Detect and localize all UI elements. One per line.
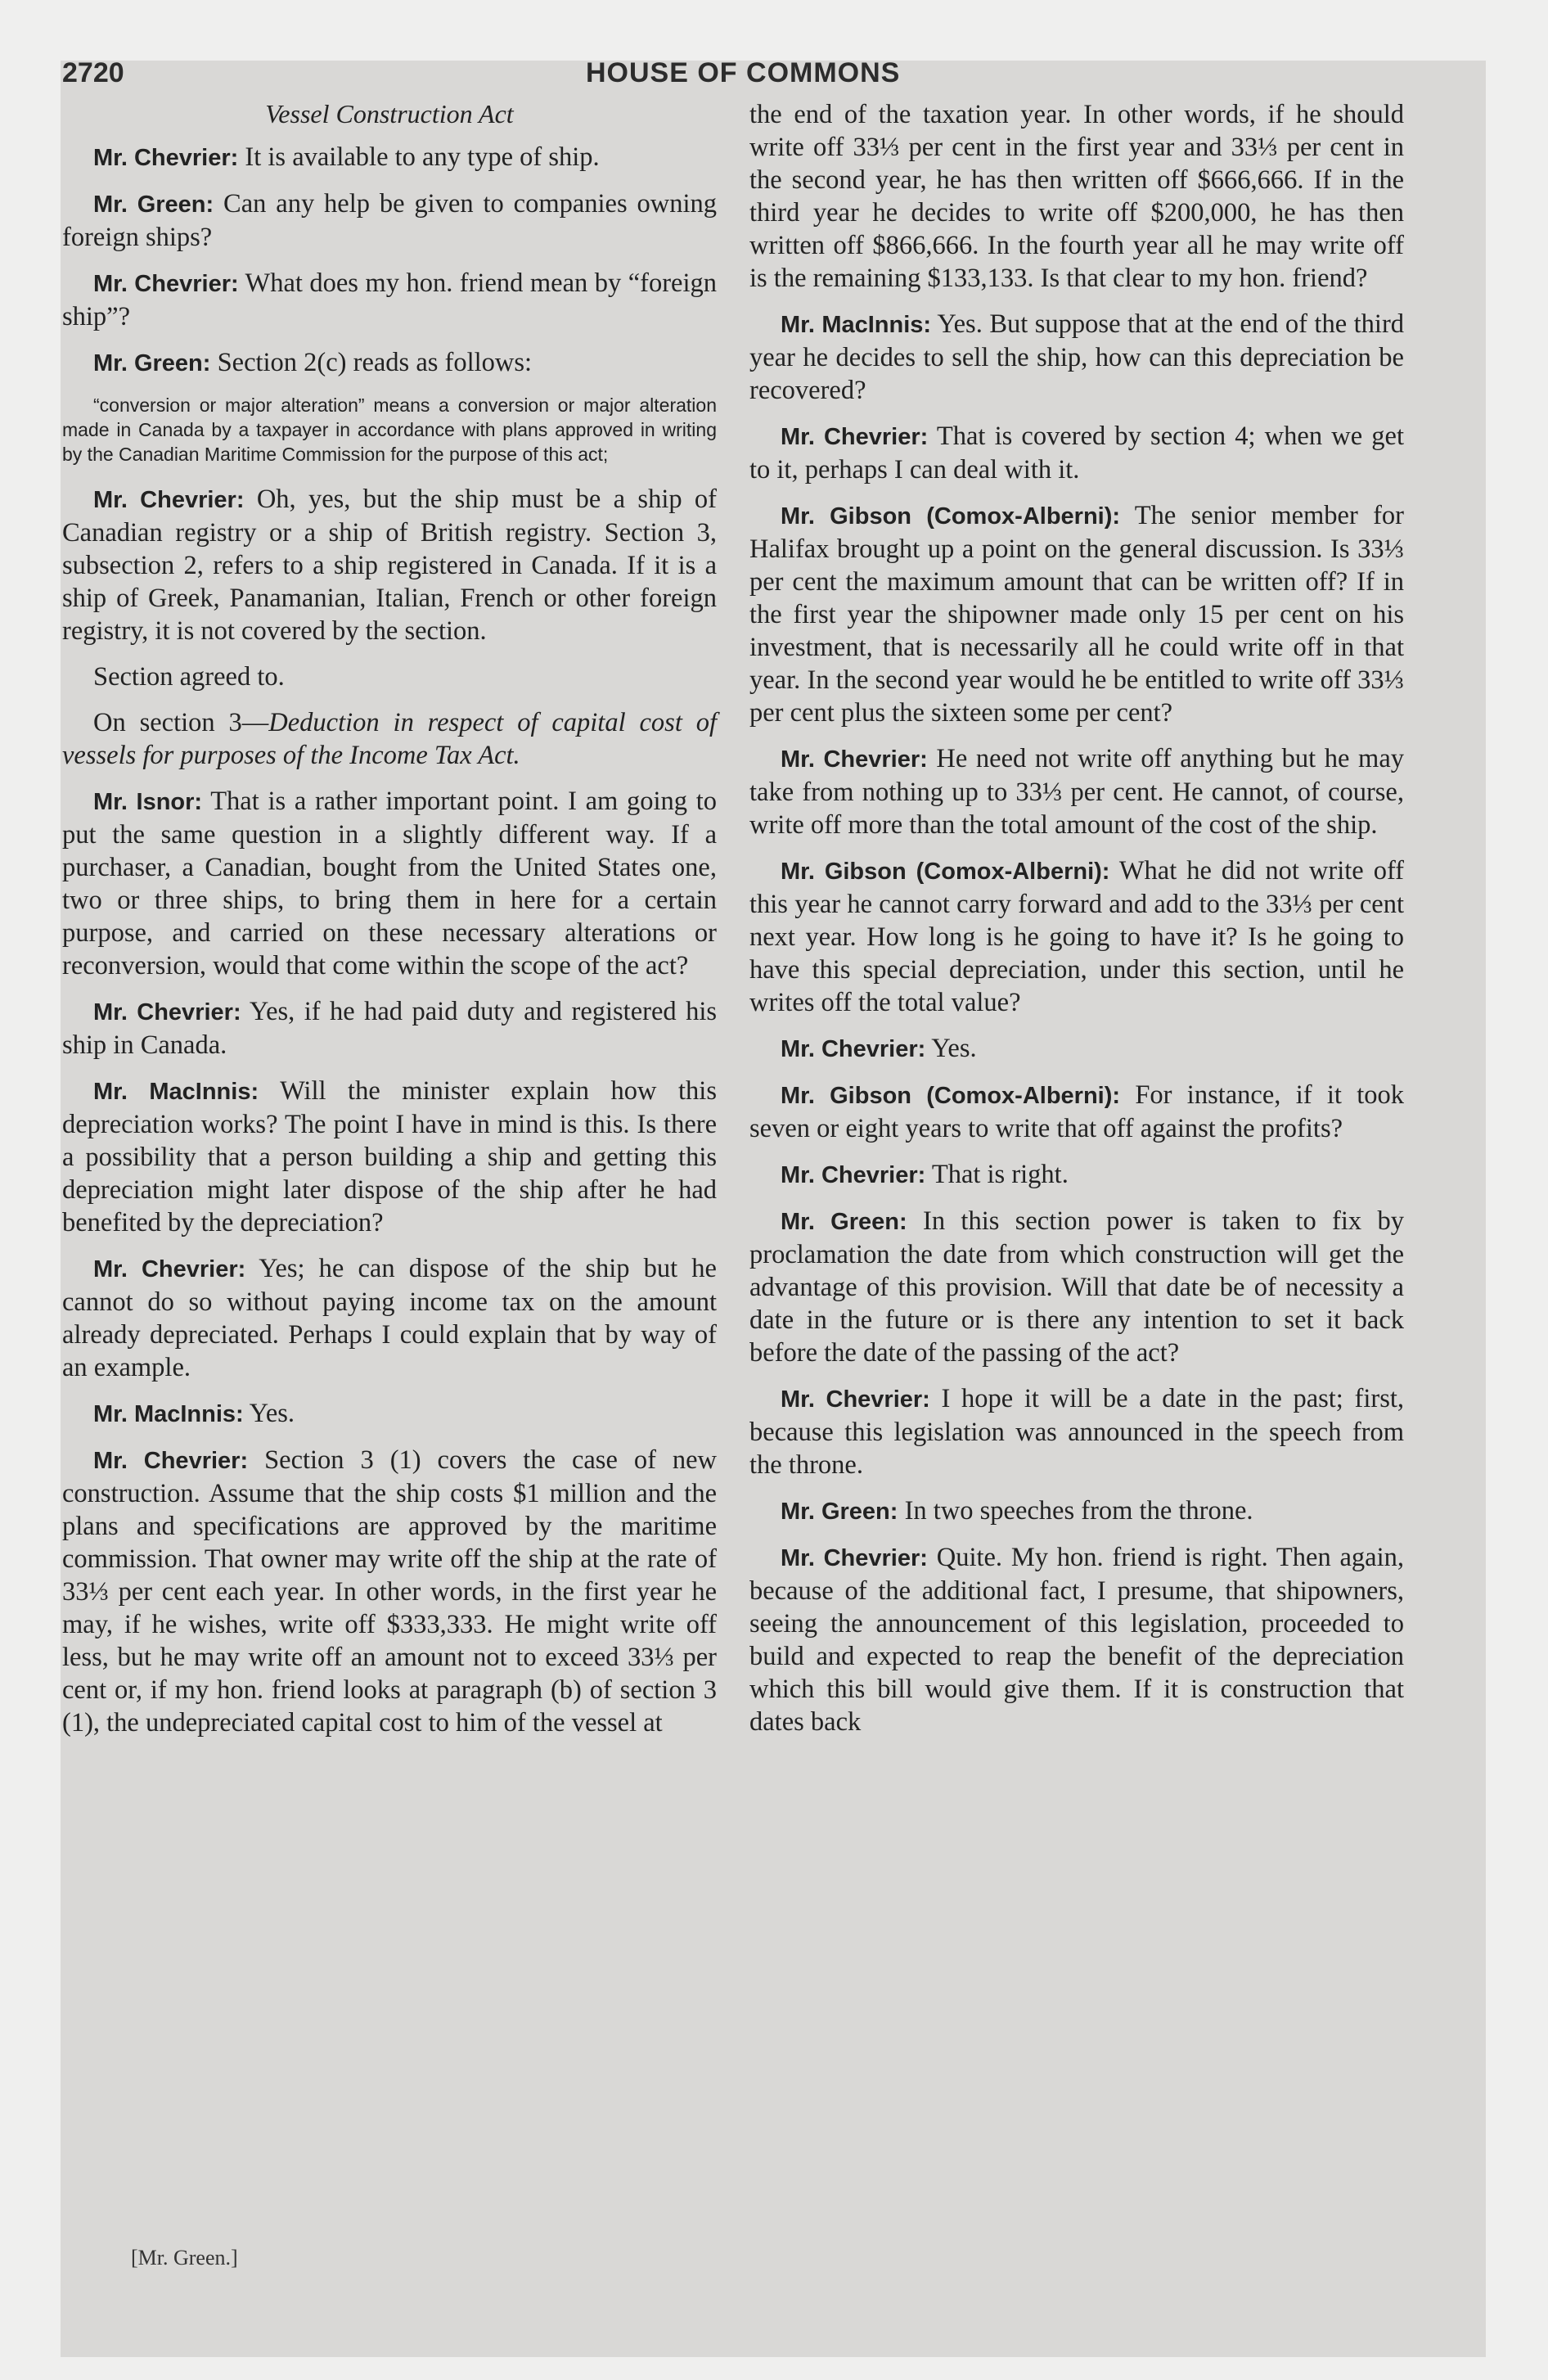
speech-text: For instance, if it took seven or eight years to write that off against the profits? xyxy=(749,1080,1404,1143)
speech-paragraph xyxy=(62,267,717,333)
speaker-name: Mr. Chevrier: xyxy=(93,145,239,171)
speech-paragraph xyxy=(749,742,1404,841)
speech-paragraph xyxy=(62,995,717,1062)
speech-text: Yes, if he had paid duty and registered his ship in Canada. xyxy=(62,997,717,1060)
speech-text: Will the minister explain how this depreciation works? The point I have in mind is this. Is there a possibility that a person building a ship and getting this depreciation might later dispose of the ship after he had benefited by the depreciation? xyxy=(62,1076,717,1237)
speaker-name: Mr. Chevrier: xyxy=(93,1448,249,1474)
speech-text: That is covered by section 4; when we get to it, perhaps I can deal with it. xyxy=(749,421,1404,485)
speech-paragraph xyxy=(62,1075,717,1239)
speaker-name: Mr. Chevrier: xyxy=(93,271,239,297)
speaker-name: Mr. MacInnis: xyxy=(93,1401,244,1427)
speaker-name: Mr. Gibson (Comox-Alberni): xyxy=(781,859,1110,885)
section-title: Deduction in respect of capital cost of vessels for purposes of the Income Tax Act. xyxy=(62,708,717,770)
speech-text: Section 3 (1) covers the case of new construction. Assume that the ship costs $1 million and the plans and specifications are approved by the maritime commission. That owner may write off the ship at the rate of 33⅓ per cent each year. In other words, in the first year he may, if he wishes, write off $333,333. He might write off less, but he may write off an amount not to exceed 33⅓ per cent or, if my hon. friend looks at paragraph (b) of section 3 (1), the undepreciated capital cost to him of the vessel at xyxy=(62,1445,717,1738)
speech-paragraph xyxy=(749,1494,1404,1528)
quoted-definition: “conversion or major alteration” means a conversion or major alteration made in Canada by a taxpayer in accordance with plans approved in writing by the Canadian Maritime Commission for the purpose of this act; xyxy=(62,394,717,465)
right-column xyxy=(749,98,1404,1751)
speech-text: Can any help be given to companies owning foreign ships? xyxy=(62,189,717,252)
speaker-name: Mr. Chevrier: xyxy=(93,1256,246,1282)
speaker-name: Mr. MacInnis: xyxy=(93,1079,259,1105)
section-heading xyxy=(62,706,717,772)
speech-text: He need not write off anything but he may take from nothing up to 33⅓ per cent. He cannot, of course, write off more than the total amount of the cost of the ship. xyxy=(749,744,1404,840)
speech-text: Oh, yes, but the ship must be a ship of Canadian registry or a ship of British registry. Section 3, subsection 2, refers to a ship registered in Canada. If it is a ship of Greek, Panamanian, Italian, French or other foreign registry, it is not covered by the section. xyxy=(62,485,717,646)
speech-paragraph xyxy=(62,187,717,254)
speech-paragraph xyxy=(62,1397,717,1431)
speaker-name: Mr. Green: xyxy=(781,1209,907,1235)
speech-paragraph xyxy=(62,785,717,982)
speaker-name: Mr. Gibson (Comox-Alberni): xyxy=(781,503,1121,530)
speaker-name: Mr. Chevrier: xyxy=(93,999,241,1025)
speech-text: It is available to any type of ship. xyxy=(245,142,600,172)
speaker-name: Mr. Chevrier: xyxy=(781,1545,928,1571)
speech-text: That is a rather important point. I am going to put the same question in a slightly different way. If a purchaser, a Canadian, bought from the United States one, two or three ships, to bring them in here for a certain purpose, and carried on these necessary alterations or reconversion, would that come within the scope of the act? xyxy=(62,787,717,980)
speaker-name: Mr. Gibson (Comox-Alberni): xyxy=(781,1083,1121,1109)
footer-speaker-note: [Mr. Green.] xyxy=(131,2246,238,2270)
speaker-name: Mr. Isnor: xyxy=(93,789,203,815)
speech-paragraph xyxy=(62,141,717,174)
speech-paragraph xyxy=(749,308,1404,407)
speech-paragraph xyxy=(749,1032,1404,1066)
speech-paragraph xyxy=(749,420,1404,486)
speaker-name: Mr. Chevrier: xyxy=(781,1162,926,1188)
section-subhead: Vessel Construction Act xyxy=(265,99,514,128)
speaker-name: Mr. Chevrier: xyxy=(781,424,929,450)
page-number: 2720 xyxy=(62,57,124,88)
speech-paragraph xyxy=(749,1158,1404,1192)
speech-text: I hope it will be a date in the past; first, because this legislation was announced in the speech from the throne. xyxy=(749,1384,1404,1480)
page-header xyxy=(62,57,1453,97)
running-title: HOUSE OF COMMONS xyxy=(586,57,901,88)
speech-text: Yes. xyxy=(249,1399,295,1428)
speech-paragraph xyxy=(749,1205,1404,1369)
speech-paragraph xyxy=(749,1382,1404,1481)
speech-text: In this section power is taken to fix by proclamation the date from which construction will get the advantage of this provision. Will that date be of necessity a date in the future or is there any intention to set it back before the date of the passing of the act? xyxy=(749,1206,1404,1368)
speaker-name: Mr. Chevrier: xyxy=(93,487,245,513)
left-column xyxy=(62,98,717,1752)
continued-paragraph: the end of the taxation year. In other words, if he should write off 33⅓ per cent in the first year and 33⅓ per cent in the second year, he has then written off $666,666. If in the third year he decides to write off $200,000, he has then written off $866,666. In the fourth year all he may write off is the remaining $133,133. Is that clear to my hon. friend? xyxy=(749,100,1404,293)
speech-paragraph xyxy=(749,1079,1404,1145)
speech-text: That is right. xyxy=(931,1160,1069,1189)
speaker-name: Mr. Chevrier: xyxy=(781,1036,926,1062)
speech-paragraph xyxy=(749,1541,1404,1738)
speaker-name: Mr. Chevrier: xyxy=(781,746,928,773)
speech-text: Yes; he can dispose of the ship but he cannot do so without paying income tax on the amount already depreciated. Perhaps I could explain that by way of an example. xyxy=(62,1254,717,1382)
speech-paragraph xyxy=(749,854,1404,1019)
speaker-name: Mr. Green: xyxy=(93,350,211,376)
speech-text: Yes. xyxy=(931,1034,977,1063)
speech-text: In two speeches from the throne. xyxy=(904,1496,1253,1526)
speech-paragraph xyxy=(62,1252,717,1384)
speech-text: The senior member for Halifax brought up a point on the general discussion. Is 33⅓ per cent the maximum amount that can be written off? If in the first year the shipowner made only 15 per cent on his investment, that is necessarily all he could write off in that year. In the second year would he be entitled to write off 33⅓ per cent plus the sixteen some per cent? xyxy=(749,501,1404,728)
speech-paragraph xyxy=(749,499,1404,729)
speech-paragraph xyxy=(62,1444,717,1739)
section-prefix: On section 3— xyxy=(93,708,269,737)
speech-paragraph xyxy=(62,483,717,647)
speech-text: What does my hon. friend mean by “foreign ship”? xyxy=(62,268,717,331)
speech-text: What he did not write off this year he cannot carry forward and add to the 33⅓ per cent next year. How long is he going to have it? Is he going to have this special depreciation, under this section, until he writes off the total value? xyxy=(749,856,1405,1017)
speaker-name: Mr. MacInnis: xyxy=(781,312,932,338)
speech-text: Section 2(c) reads as follows: xyxy=(217,348,533,377)
plain-paragraph: Section agreed to. xyxy=(93,662,285,692)
speech-text: Quite. My hon. friend is right. Then again, because of the additional fact, I presume, that shipowners, seeing the announcement of this legislation, proceeded to build and expected to reap the benefit of the depreciation which this bill would give them. If it is construction that dates back xyxy=(749,1543,1404,1737)
speaker-name: Mr. Green: xyxy=(93,192,214,218)
speech-text: Yes. But suppose that at the end of the third year he decides to sell the ship, how can this depreciation be recovered? xyxy=(749,309,1405,405)
speaker-name: Mr. Chevrier: xyxy=(781,1386,930,1413)
speech-paragraph xyxy=(62,346,717,380)
speaker-name: Mr. Green: xyxy=(781,1499,898,1525)
